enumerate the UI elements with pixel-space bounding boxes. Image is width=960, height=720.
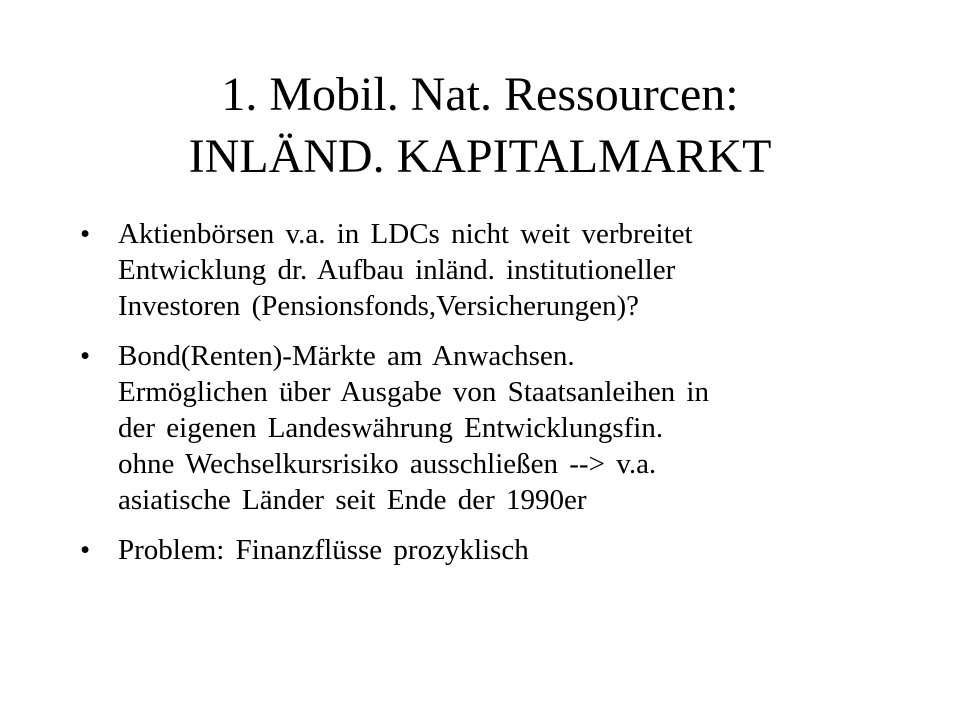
title-line: INLÄND. KAPITALMARKT bbox=[188, 130, 772, 183]
bullet-text bbox=[118, 338, 880, 518]
bullet-line: Investoren (Pensionsfonds,Versicherungen)? bbox=[118, 290, 640, 322]
bullet-icon: • bbox=[80, 218, 91, 250]
bullet-item bbox=[80, 216, 880, 324]
bullet-text bbox=[118, 532, 880, 568]
bullet-list bbox=[80, 216, 880, 582]
bullet-line: der eigenen Landeswährung Entwicklungsfin. bbox=[118, 412, 664, 444]
title-line: 1. Mobil. Nat. Ressourcen: bbox=[221, 68, 739, 121]
bullet-line: Ermöglichen über Ausgabe von Staatsanleihen in bbox=[118, 376, 709, 408]
bullet-line: Bond(Renten)-Märkte am Anwachsen. bbox=[118, 340, 575, 372]
bullet-line: Entwicklung dr. Aufbau inländ. institutioneller bbox=[118, 254, 676, 286]
bullet-line: ohne Wechselkursrisiko ausschließen --> v.a. bbox=[118, 448, 657, 480]
bullet-icon: • bbox=[80, 534, 91, 566]
bullet-item bbox=[80, 338, 880, 518]
bullet-line: Aktienbörsen v.a. in LDCs nicht weit verbreitet bbox=[118, 218, 693, 250]
bullet-text bbox=[118, 216, 880, 324]
bullet-line: asiatische Länder seit Ende der 1990er bbox=[118, 484, 587, 516]
bullet-icon: • bbox=[80, 340, 91, 372]
bullet-line: Problem: Finanzflüsse prozyklisch bbox=[118, 534, 529, 566]
slide-title bbox=[60, 64, 900, 188]
bullet-item bbox=[80, 532, 880, 568]
